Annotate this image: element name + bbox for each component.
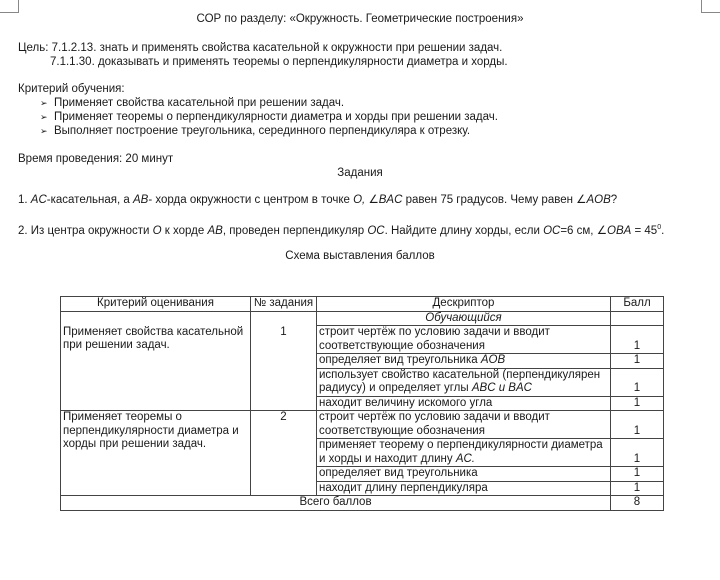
header-task-no: № задания (251, 297, 317, 312)
table-row (61, 411, 664, 439)
score-2: 1 (611, 354, 664, 369)
score-8: 1 (611, 481, 664, 496)
score-5: 1 (611, 411, 664, 439)
bullet-icon: ➢ (40, 126, 48, 136)
descriptor-2: определяет вид треугольника AOB (317, 354, 611, 369)
task-1: 1. AC-касательная, а AB- хорда окружности с центром в точке O, ∠BAC равен 75 градусов. Чему равен ∠AOB? (18, 194, 618, 206)
total-score: 8 (611, 496, 664, 511)
criteria-heading: Критерий обучения: (18, 83, 125, 95)
task-2: 2. Из центра окружности O к хорде AB, проведен перпендикуляр OC. Найдите длину хорды, если OC=6 см, ∠OBA = $45^0$. (18, 224, 665, 237)
goal-line-1 (18, 41, 502, 55)
total-row (61, 496, 664, 511)
descriptor-6: применяет теорему о перпендикулярности диаметра и хорды и находит длину AC. (317, 439, 611, 467)
page-title: СОР по разделу: «Окружность. Геометрические построения» (196, 13, 524, 25)
score-3: 1 (611, 368, 664, 396)
descriptor-3: использует свойство касательной (перпендикулярен радиусу) и определяет углы ABC и BAC (317, 368, 611, 396)
table-row (61, 311, 664, 326)
tasks-heading: Задания (337, 167, 383, 179)
descriptor-8: находит длину перпендикуляра (317, 481, 611, 496)
goal-2: 7.1.1.30. доказывать и применять теоремы о перпендикулярности диаметра и хорды. (50, 56, 508, 68)
task-number-1: 1 (251, 326, 317, 411)
bullet-icon: ➢ (40, 98, 48, 108)
student-label: Обучающийся (317, 311, 611, 326)
descriptor-5: строит чертёж по условию задачи и вводит соответствующие обозначения (317, 411, 611, 439)
score-table (60, 296, 664, 511)
descriptor-4: находит величину искомого угла (317, 396, 611, 411)
header-criterion: Критерий оценивания (61, 297, 251, 312)
score-6: 1 (611, 439, 664, 467)
criteria-item-1: ➢ Применяет свойства касательной при решении задач. (40, 97, 345, 109)
score-7: 1 (611, 467, 664, 482)
bullet-icon: ➢ (40, 112, 48, 122)
criteria-item-3: ➢ Выполняет построение треугольника, серединного перпендикуляра к отрезку. (40, 125, 471, 137)
score-1: 1 (611, 326, 664, 354)
scheme-heading: Схема выставления баллов (285, 250, 435, 262)
criterion-1: Применяет свойства касательной при решении задач. (61, 326, 251, 411)
descriptor-7: определяет вид треугольника (317, 467, 611, 482)
table-header-row (61, 297, 664, 312)
score-4: 1 (611, 396, 664, 411)
time-limit: Время проведения: 20 минут (18, 153, 174, 165)
header-descriptor: Дескриптор (317, 297, 611, 312)
goal-1: 7.1.2.13. знать и применять свойства касательной к окружности при решении задач. (51, 42, 503, 54)
total-label: Всего баллов (61, 496, 611, 511)
criteria-item-2: ➢ Применяет теоремы о перпендикулярности диаметра и хорды при решении задач. (40, 111, 498, 123)
table-row (61, 326, 664, 354)
header-score: Балл (611, 297, 664, 312)
task-number-2: 2 (251, 411, 317, 496)
criterion-2: Применяет теоремы о перпендикулярности диаметра и хорды при решении задач. (61, 411, 251, 496)
goal-label: Цель: (18, 42, 49, 54)
descriptor-1: строит чертёж по условию задачи и вводит соответствующие обозначения (317, 326, 611, 354)
